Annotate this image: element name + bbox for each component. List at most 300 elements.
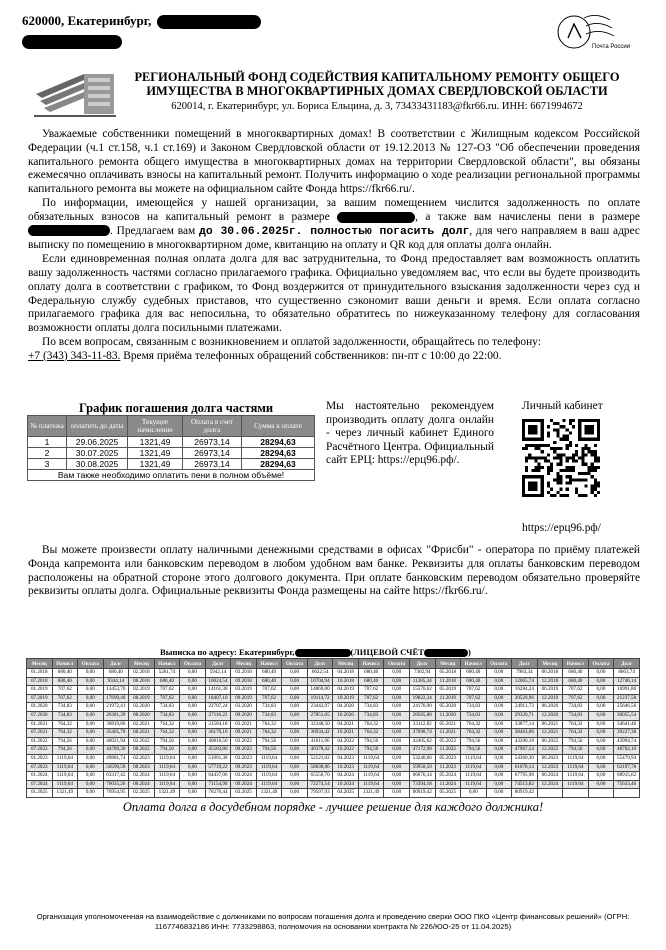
statement-cell: 37698,74 [409,729,435,738]
schedule-row [28,448,315,459]
statement-cell: 707,62 [563,694,589,703]
statement-header-row [27,659,640,669]
statement-cell: 10704,94 [307,677,333,686]
statement-header: Месяц [27,659,53,669]
statement-cell: 49881,74 [103,754,129,763]
statement-cell: 794,56 [461,737,487,746]
statement-cell: 51001,38 [205,754,231,763]
statement-row [27,772,640,781]
statement-cell: 27851,05 [307,711,333,720]
statement-cell: 22707,24 [205,703,231,712]
statement-cell: 680,40 [103,669,129,678]
statement-cell: 0,00 [180,754,206,763]
statement-cell: 43994,74 [614,737,640,746]
statement-cell: 10.2018 [333,677,359,686]
statement-cell: 08.2018 [129,677,155,686]
statement-cell: 31584,18 [205,720,231,729]
statement-cell: 0,00 [588,669,614,678]
statement-cell: 0,00 [78,763,104,772]
statement-cell: 734,83 [358,711,384,720]
statement-cell: 0,00 [384,711,410,720]
statement-cell: 8663,74 [614,669,640,678]
schedule-cell: 29.06.2025 [67,437,128,448]
statement-cell: 0,00 [78,737,104,746]
statement-cell: 0,00 [588,694,614,703]
statement-cell: 10.2024 [333,780,359,789]
statement-cell: 78276,44 [205,789,231,798]
statement-cell: 10.2022 [333,746,359,755]
statement-cell: 12.2023 [537,763,563,772]
statement-cell: 1119,64 [563,754,589,763]
statement-cell: 707,62 [358,686,384,695]
statement-cell: 794,56 [52,737,78,746]
statement-cell: 76954,95 [103,789,129,798]
statement-cell: 33877,14 [512,720,538,729]
statement-cell: 16284,24 [512,686,538,695]
statement-cell: 707,62 [256,686,282,695]
statement-header: Оплата [180,659,206,669]
statement-row [27,720,640,729]
statement-cell: 05.2025 [435,789,461,798]
statement-cell: 0,00 [384,694,410,703]
statement-cell: 0,00 [180,746,206,755]
statement-cell: 0,00 [384,789,410,798]
statement-cell: 62197,78 [614,763,640,772]
statement-cell: 680,40 [52,677,78,686]
statement-cell: 40816,50 [205,737,231,746]
statement-cell: 1119,64 [256,772,282,781]
deadline-highlight: до 30.06.2025г. полностью погасить долг [199,225,470,238]
p2-text-a: По информации, имеющейся у нашей организации, за вашим помещением числится задолженность по оплате обязательных взносов на капитальный ремонт в размере [28,196,640,223]
statement-cell: 46378,42 [307,746,333,755]
statement-cell: 707,62 [154,694,180,703]
statement-cell: 0,00 [486,686,512,695]
statement-cell: 0,00 [282,746,308,755]
statement-cell: 0,00 [384,677,410,686]
statement-cell: 02.2018 [129,669,155,678]
statement-cell: 1119,64 [154,754,180,763]
statement-cell: 12.2022 [537,746,563,755]
statement-cell: 707,62 [358,694,384,703]
schedule-note: Вам также необходимо оплатить пени в полном объёме! [28,470,315,481]
statement-header: Месяц [333,659,359,669]
statement-cell: 05.2024 [435,772,461,781]
statement-cell: 08.2023 [129,763,155,772]
statement-cell: 16991,86 [614,686,640,695]
statement-cell: 764,32 [52,729,78,738]
org-contacts: 620014, г. Екатеринбург, ул. Бориса Ельцина, д. 3, 73433431183@fkr66.ru. ИНН: 6671994672 [171,101,583,112]
redacted-statement-address [295,649,351,657]
statement-header: Начисл [461,659,487,669]
statement-cell: 19114,72 [307,694,333,703]
statement-cell: 794,56 [154,746,180,755]
statement-cell: 03.2024 [231,772,257,781]
schedule-cell: 1321,49 [128,437,183,448]
schedule-cell: 30.08.2025 [67,459,128,470]
statement-cell: 36170,10 [205,729,231,738]
statement-cell: 1119,64 [154,780,180,789]
statement-cell: 0,00 [588,780,614,789]
org-title-line1: РЕГИОНАЛЬНЫЙ ФОНД СОДЕЙСТВИЯ КАПИТАЛЬНОМУ РЕМОНТУ ОБЩЕГО [134,70,620,84]
statement-cell: 764,32 [52,720,78,729]
statement-cell: 0,00 [282,763,308,772]
statement-cell: 680,40 [358,669,384,678]
statement-cell: 01.2024 [27,772,53,781]
statement-cell: 71154,90 [205,780,231,789]
statement-cell: 11.2020 [435,711,461,720]
statement-row [27,763,640,772]
redacted-account-number [424,649,468,657]
statement-cell: 04.2023 [333,754,359,763]
statement-cell: 24176,90 [409,703,435,712]
statement-cell: 0,00 [282,720,308,729]
schedule-cell: 1321,49 [128,448,183,459]
statement-cell: 0,00 [282,711,308,720]
schedule-cell: 28294,63 [242,459,315,470]
letter-paragraph-3: Если единовременная полная оплата долга для вас затруднительна, то Фонд предоставляет вам возможность оплатить вашу задолженность частями согласно прилагаемого графика. Официально уведомляем вас, что если вы будете производить оплату долга в соответствии с графиком, то Фонд воздержится от принудительного взыскания задолженности через суд и Федеральную службу судебных приставов, что существенно сэкономит ваши деньги и время. Если оплата согласно прилагаемого графика для вас непосильна, то обязательно обратитесь по нижеуказанному телефону для согласования возможности оплаты долга посильными платежами. [28,253,640,335]
statement-header: Долг [205,659,231,669]
statement-cell: 764,32 [563,729,589,738]
statement-cell: 02.2022 [129,737,155,746]
statement-cell: 12.2024 [537,780,563,789]
statement-cell: 36934,42 [307,729,333,738]
statement-row [27,711,640,720]
statement-cell: 75633,46 [614,780,640,789]
statement-cell: 19822,34 [409,694,435,703]
statement-cell: 794,56 [461,746,487,755]
schedule-cell: 26973,14 [183,448,242,459]
statement-title-b: (ЛИЦЕВОЙ СЧЁТ [350,647,424,657]
schedule-cell: 26973,14 [183,459,242,470]
statement-cell: 11.2019 [435,694,461,703]
statement-cell: 0,00 [282,789,308,798]
statement-cell: 28585,88 [409,711,435,720]
statement-cell: 1119,64 [154,772,180,781]
statement-cell: 23442,07 [307,703,333,712]
statement-cell: 734,83 [563,703,589,712]
p4-text-a: По всем вопросам, связанным с возникновением и оплатой задолженности, обращайтесь по телефону: [42,335,541,348]
statement-cell: 1119,64 [154,763,180,772]
statement-cell: 1119,64 [461,763,487,772]
statement-cell: 0,00 [282,780,308,789]
statement-cell: 764,32 [154,729,180,738]
statement-cell: 0,00 [78,694,104,703]
statement-cell: 1321,49 [358,789,384,798]
statement-cell: 0,00 [486,729,512,738]
statement-cell: 0,00 [588,763,614,772]
statement-row [27,703,640,712]
statement-cell: 04.2022 [333,737,359,746]
schedule-cell: 1 [28,437,67,448]
statement-cell: 680,40 [256,677,282,686]
statement-cell: 03.2022 [231,737,257,746]
statement-cell: 06.2020 [537,703,563,712]
statement-cell: 21237,58 [614,694,640,703]
statement-cell: 05.2022 [435,737,461,746]
statement-cell [614,789,640,798]
statement-cell: 73394,18 [409,780,435,789]
statement-cell: 03.2023 [231,754,257,763]
redacted-penalty-amount [28,225,110,236]
statement-cell: 09.2020 [231,711,257,720]
statement-cell: 0,00 [384,669,410,678]
statement-cell: 1119,64 [461,754,487,763]
statement-cell: 1119,64 [358,763,384,772]
statement-cell: 10.2019 [333,694,359,703]
statement-cell: 10.2023 [333,763,359,772]
statement-cell: 18407,10 [205,694,231,703]
statement-cell: 12065,74 [512,677,538,686]
statement-cell: 03.2025 [231,789,257,798]
statement-header: Долг [103,659,129,669]
statement-cell: 764,32 [256,720,282,729]
statement-cell: 12.2018 [537,677,563,686]
statement-cell: 0,00 [78,754,104,763]
statement-header: Начисл [358,659,384,669]
statement-cell: 57719,22 [205,763,231,772]
statement-cell: 1119,64 [52,772,78,781]
statement-cell: 09.2021 [231,729,257,738]
org-title-line2: ИМУЩЕСТВА В МНОГОКВАРТИРНЫХ ДОМАХ СВЕРДЛОВСКОЙ ОБЛАСТИ [146,84,608,98]
statement-cell: 5261,74 [154,669,180,678]
statement-cell: 0,00 [282,669,308,678]
statement-cell: 9344,14 [103,677,129,686]
statement-cell: 40021,94 [103,737,129,746]
statement-cell: 27116,22 [205,711,231,720]
statement-title [160,647,471,657]
statement-cell: 10.2020 [333,711,359,720]
statement-cell: 07.2023 [27,763,53,772]
schedule-header: № платежа [28,416,67,437]
statement-cell: 56599,58 [103,763,129,772]
statement-cell: 11385,34 [409,677,435,686]
statement-cell: 0,00 [78,711,104,720]
statement-cell: 1119,64 [52,780,78,789]
statement-cell: 0,00 [588,686,614,695]
statement-cell: 30055,54 [614,711,640,720]
statement-row [27,669,640,678]
statement-cell: 03.2021 [231,720,257,729]
schedule-cell: 26973,14 [183,437,242,448]
statement-header: Оплата [588,659,614,669]
statement-cell: 707,62 [461,694,487,703]
statement-cell: 47967,54 [512,746,538,755]
statement-cell: 55479,94 [614,754,640,763]
p2-text-b: , а также вам начислены пени в размере [415,210,640,223]
statement-cell: 20529,96 [512,694,538,703]
statement-cell: 11.2022 [435,746,461,755]
statement-cell: 07.2018 [27,677,53,686]
statement-row [27,780,640,789]
statement-cell: 54360,30 [512,754,538,763]
statement-cell: 1119,64 [52,763,78,772]
schedule-header: оплатить до даты [67,416,128,437]
statement-cell: 734,83 [154,711,180,720]
statement-cell: 0,00 [588,772,614,781]
statement-header: Месяц [435,659,461,669]
statement-cell: 02.2021 [129,720,155,729]
statement-cell: 734,83 [461,703,487,712]
statement-cell: 07.2022 [27,746,53,755]
statement-cell: 09.2024 [231,780,257,789]
redacted-address [157,15,261,29]
statement-cell: 0,00 [384,746,410,755]
statement-row [27,789,640,798]
statement-cell: 72274,54 [307,780,333,789]
statement-cell [563,789,589,798]
statement-cell: 12746,14 [614,677,640,686]
statement-cell: 0,00 [180,669,206,678]
schedule-cell: 1321,49 [128,459,183,470]
statement-cell: 0,00 [180,703,206,712]
statement-cell: 05.2021 [435,720,461,729]
statement-row [27,737,640,746]
statement-cell: 13453,76 [103,686,129,695]
statement-cell: 0,00 [486,754,512,763]
org-header [30,66,640,122]
statement-cell: 01.2023 [27,754,53,763]
statement-row [27,754,640,763]
statement-cell: 01.2021 [27,720,53,729]
statement-cell: 53240,66 [409,754,435,763]
qr-code-icon[interactable] [522,419,600,497]
statement-cell: 39227,38 [614,729,640,738]
statement-cell: 0,00 [282,754,308,763]
statement-cell: 07.2019 [27,694,53,703]
statement-cell: 05.2018 [435,669,461,678]
statement-cell: 64437,06 [205,772,231,781]
statement-cell: 38463,06 [512,729,538,738]
statement-cell: 48762,10 [614,746,640,755]
statement-cell: 0,00 [588,711,614,720]
phone-number[interactable]: +7 (343) 343-11-83. [28,349,121,362]
statement-cell: 52121,02 [307,754,333,763]
statement-cell: 764,32 [461,720,487,729]
statement-cell: 34641,46 [614,720,640,729]
statement-header: Оплата [78,659,104,669]
statement-cell: 0,00 [384,720,410,729]
payment-schedule-table [27,415,315,481]
schedule-note-row [28,470,315,481]
account-statement-table [26,658,640,798]
statement-cell: 707,62 [563,686,589,695]
statement-row [27,686,640,695]
statement-cell: 734,83 [154,703,180,712]
statement-header: Оплата [384,659,410,669]
personal-cabinet-label: Личный кабинет [522,400,603,412]
statement-cell: 0,00 [486,746,512,755]
statement-cell: 02.2019 [129,686,155,695]
statement-cell: 42405,62 [409,737,435,746]
statement-cell: 734,83 [256,703,282,712]
statement-cell: 0,00 [78,720,104,729]
p2-text-c: . Предлагаем вам [110,224,196,237]
statement-cell: 0,00 [461,789,487,798]
statement-cell: 0,00 [588,737,614,746]
statement-cell: 79597,93 [307,789,333,798]
letter-paragraph-1: Уважаемые собственники помещений в многоквартирных домах! В соответствии с Жилищным кодексом Российской Федерации (ч.1 ст.158, ч.1 ст.169) и Законом Свердловской области от 19.12.2013 № 127-ОЗ "Об обеспечении проведения капитального ремонта общего имущества в многоквартирных домах на территории Свердловской области", вы обязаны ежемесячно оплачивать взносы на капитальный ремонт. Получить информацию о ходе реализации региональной программы капитального ремонта вы можете на официальном сайте Фонда https://fkr66.ru/. [28,128,640,196]
p4-text-b: Время приёма телефонных обращений собственников: пн-пт с 10:00 до 22:00. [120,349,502,362]
statement-cell: 0,00 [78,729,104,738]
statement-cell: 24911,73 [512,703,538,712]
statement-cell: 09.2023 [231,763,257,772]
statement-cell: 0,00 [486,669,512,678]
statement-cell: 1119,64 [563,772,589,781]
payment-info-paragraph: Вы можете произвести оплату наличными денежными средствами в офисах "Фрисби" - оператора по приёму платежей Фонда капремонта или банковским переводом в любом удобном вам банке. Реквизиты для оплаты банковским переводом расположены на обратной стороне этого долгового документа. При оплате банковским переводом обязательно проверяйте реквизиты оплаты долга. Официальные реквизиты Фонда размещены на сайте https://fkr66.ru/. [28,544,640,598]
statement-cell: 02.2023 [129,754,155,763]
statement-cell: 06.2021 [537,720,563,729]
statement-cell: 0,00 [282,703,308,712]
schedule-row [28,459,315,470]
statement-cell: 734,83 [358,703,384,712]
statement-cell: 0,00 [78,677,104,686]
statement-cell [537,789,563,798]
statement-cell: 680,40 [52,669,78,678]
statement-cell: 707,62 [52,694,78,703]
statement-cell: 1119,64 [358,772,384,781]
statement-cell: 1321,49 [52,789,78,798]
statement-cell: 09.2018 [231,677,257,686]
statement-cell: 0,00 [78,780,104,789]
statement-cell: 794,56 [563,737,589,746]
statement-cell: 5942,14 [205,669,231,678]
redacted-name [22,35,122,49]
statement-cell: 15576,62 [409,686,435,695]
statement-cell: 25646,56 [614,703,640,712]
statement-cell: 0,00 [282,729,308,738]
statement-cell: 01.2022 [27,737,53,746]
org-title [122,70,632,98]
statement-cell: 04.2021 [333,720,359,729]
statement-cell: 1119,64 [461,780,487,789]
statement-cell: 07.2020 [27,711,53,720]
statement-cell: 11.2023 [435,763,461,772]
statement-cell: 06.2024 [537,772,563,781]
statement-cell: 06.2022 [537,737,563,746]
statement-cell: 0,00 [180,729,206,738]
statement-cell: 11.2018 [435,677,461,686]
statement-cell: 680,40 [563,677,589,686]
statement-cell: 43200,18 [512,737,538,746]
statement-header: Долг [307,659,333,669]
statement-cell: 44789,30 [103,746,129,755]
schedule-cell: 28294,63 [242,437,315,448]
statement-cell: 41611,06 [307,737,333,746]
statement-cell: 32348,50 [307,720,333,729]
cabinet-url[interactable]: https://ерц96.рф/ [522,522,601,534]
statement-cell: 0,00 [486,780,512,789]
statement-cell: 0,00 [588,677,614,686]
statement-cell: 26381,39 [103,711,129,720]
statement-cell: 29320,71 [512,711,538,720]
statement-cell: 1119,64 [563,780,589,789]
statement-cell: 0,00 [180,677,206,686]
fund-logo-icon [30,70,120,120]
statement-cell: 0,00 [180,711,206,720]
statement-cell: 12.2019 [537,694,563,703]
statement-cell: 0,00 [180,737,206,746]
statement-cell: 0,00 [588,746,614,755]
schedule-title: График погашения долга частями [78,401,274,415]
letter-body [28,128,640,364]
statement-cell: 0,00 [78,772,104,781]
statement-header: Начисл [154,659,180,669]
p2-text-d: , для чего направляем в ваш адрес выписку по помещению в многоквартирном доме, квитанцию на оплату и QR код для оплаты долга онлайн. [28,224,640,252]
statement-cell: 0,00 [486,720,512,729]
statement-cell: 1119,64 [358,754,384,763]
statement-cell: 794,56 [358,746,384,755]
statement-cell: 47172,98 [409,746,435,755]
